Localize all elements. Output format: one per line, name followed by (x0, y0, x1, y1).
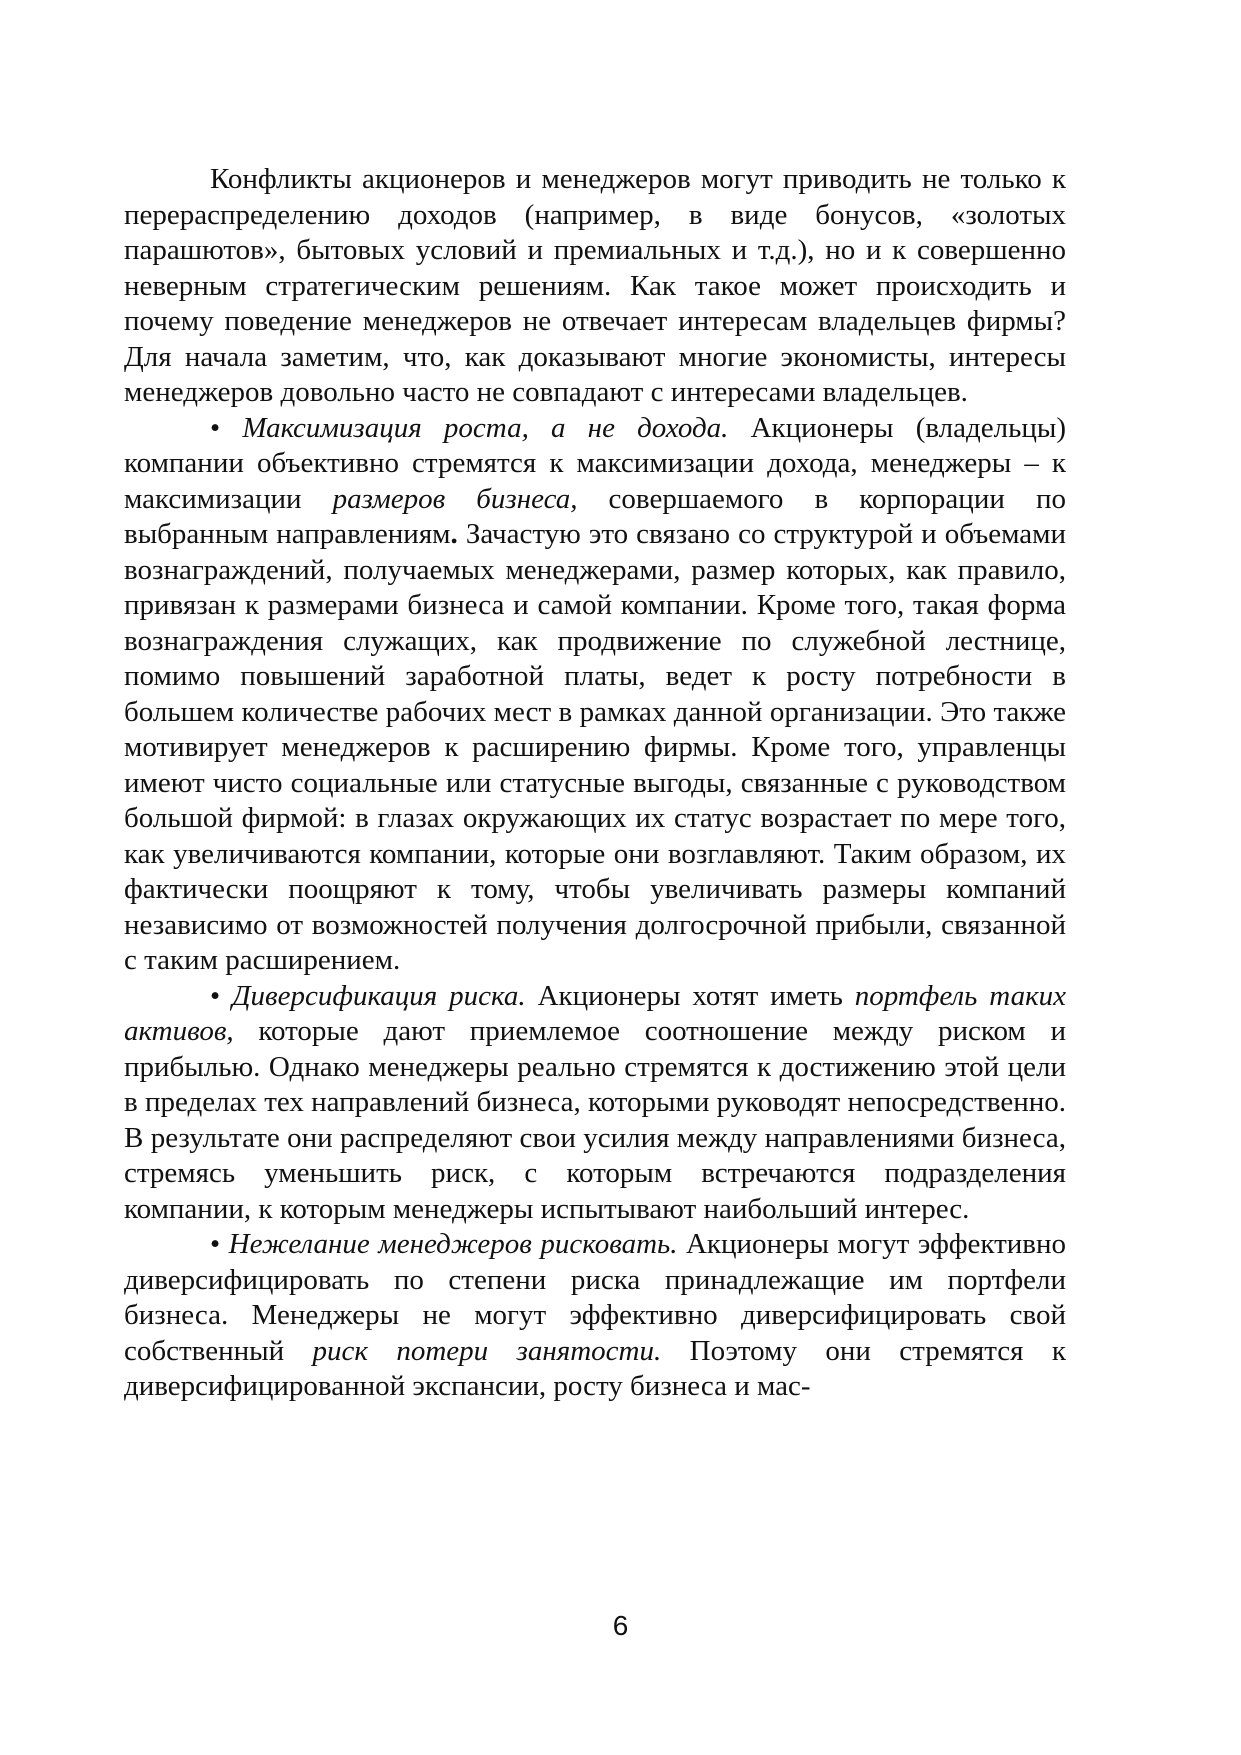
bullet-marker: • (210, 979, 221, 1012)
main-text (124, 162, 1066, 1405)
diversification-text-a: Акционеры хотят иметь (525, 979, 855, 1012)
emphasis-asset-portfolio: портфель таких активов, (124, 979, 1067, 1047)
growth-text-a: Акционеры (владельцы) компании объективно стремятся к максимизации дохода, менеджеры – к максимизации (124, 411, 1067, 515)
lead-term-growth: Максимизация роста, а не дохода. (242, 411, 729, 444)
paragraph-risk-aversion (124, 1227, 1066, 1405)
bullet-marker: • (210, 411, 221, 444)
paragraph-intro-text: Конфликты акционеров и менеджеров могут приводить не только к перераспределению доходов (например, в виде бонусов, «золотых парашютов», бытовых условий и премиальных и т.д.), но и к совершенно неверным стратегическим решениям. Как такое может происходить и почему поведение менеджеров не отвечает интересам владельцев фирмы? Для начала заметим, что, как доказывают многие экономисты, интересы менеджеров довольно часто не совпадают с интересами владельцев. (124, 163, 1066, 408)
lead-term-risk-aversion: Нежелание менеджеров рисковать. (228, 1228, 678, 1260)
growth-text-b: совершаемого в корпорации по выбранным направлениям (124, 482, 1066, 550)
emphasis-employment-risk: риск потери занятости. (312, 1334, 662, 1367)
lead-term-diversification: Диверсификация риска. (232, 979, 526, 1012)
diversification-text-b: которые дают приемлемое соотношение между риском и прибылью. Однако менеджеры реально стремятся к достижению этой цели в пределах тех направлений бизнеса, которыми руководят непосредственно. В результате они распределяют свои усилия между направлениями бизнеса, стремясь уменьшить риск, с которым встречаются подразделения компании, к которым менеджеры испытывают наибольший интерес. (124, 1015, 1066, 1225)
page-number: 6 (612, 1610, 629, 1641)
risk-aversion-text-b: Поэтому они стремятся к диверсифицированной экспансии, росту бизнеса и мас- (124, 1334, 1066, 1402)
bullet-marker: • (210, 1228, 221, 1260)
risk-aversion-text-a: Акционеры могут эффективно диверсифицировать по степени риска принадлежащие им портфели бизнеса. Менеджеры не могут эффективно диверсифицировать свой собственный (124, 1228, 1066, 1367)
paragraph-risk-diversification (124, 979, 1066, 1228)
paragraph-intro (124, 162, 1066, 411)
emphasis-business-size: размеров бизнеса, (332, 482, 578, 515)
paragraph-growth-maximization (124, 411, 1066, 979)
growth-bold-dot: . (450, 518, 458, 550)
growth-text-c: Зачастую это связано со структурой и объемами вознаграждений, получаемых менеджерами, размер которых, как правило, привязан к размерами бизнеса и самой компании. Кроме того, такая форма вознаграждения служащих, как продвижение по служебной лестнице, помимо повышений заработной платы, ведет к росту потребности в большем количестве рабочих мест в рамках данной организации. Это также мотивирует менеджеров к расширению фирмы. Кроме того, управленцы имеют чисто социальные или статусные выгоды, связанные с руководством большой фирмой: в глазах окружающих их статус возрастает по мере того, как увеличиваются компании, которые они возглавляют. Таким образом, их фактически поощряют к тому, чтобы увеличивать размеры компаний независимо от возможностей получения долгосрочной прибыли, связанной с таким расширением. (124, 518, 1066, 976)
